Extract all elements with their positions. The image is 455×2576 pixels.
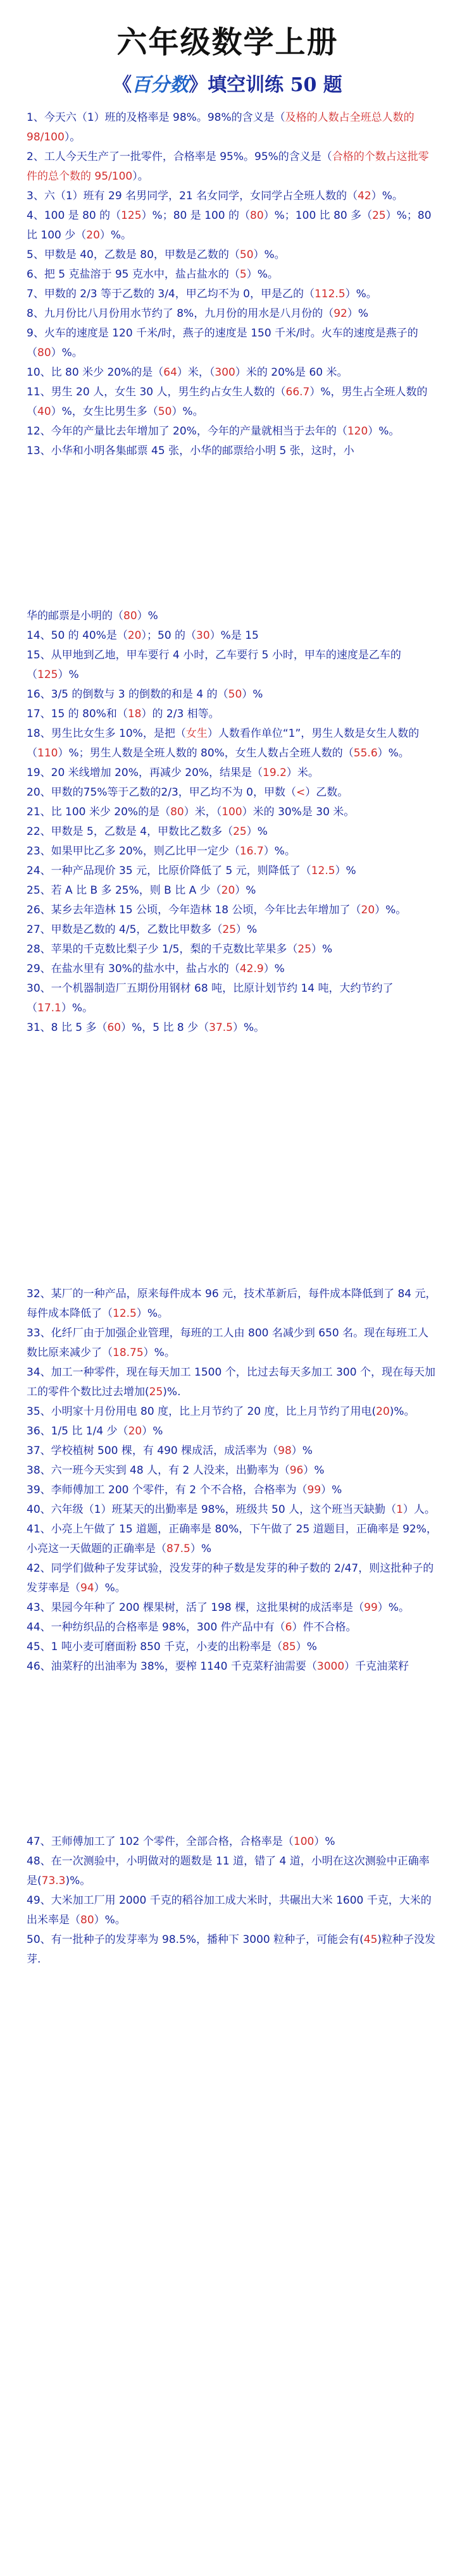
answer-text: 55.6 bbox=[353, 747, 378, 760]
subtitle-topic: 百分数 bbox=[132, 74, 189, 96]
answer-text: 80 bbox=[123, 610, 137, 622]
question-text: ）% bbox=[142, 1425, 163, 1438]
question-text: ）米，（ bbox=[184, 806, 222, 818]
question-item bbox=[27, 324, 437, 363]
question-text: 20、甲数的75%等于乙数的2/3，甲乙均不为 0，甲数（ bbox=[27, 786, 296, 799]
answer-text: 96 bbox=[289, 1464, 304, 1477]
question-text: 2、工人今天生产了一批零件，合格率是 95%。95%的含义是（ bbox=[27, 151, 332, 163]
answer-text: 25 bbox=[222, 923, 237, 936]
answer-text: 19.2 bbox=[263, 767, 287, 779]
question-text: ）%。 bbox=[94, 1914, 126, 1926]
answer-text: 99 bbox=[364, 1601, 378, 1614]
question-text: 50、有一批种子的发芽率为 98.5%，播种下 3000 粒种子，可能会有( bbox=[27, 1933, 364, 1946]
question-text: 25、若 A 比 B 多 25%，则 B 比 A 少（ bbox=[27, 884, 221, 897]
question-item bbox=[27, 147, 437, 187]
answer-text: 20 bbox=[376, 1405, 390, 1418]
question-text: 17、15 的 80%和（ bbox=[27, 708, 128, 720]
question-text: 27、甲数是乙数的 4/5，乙数比甲数多（ bbox=[27, 923, 223, 936]
question-item bbox=[27, 646, 437, 685]
question-text: ）%。 bbox=[263, 845, 296, 858]
question-item bbox=[27, 1402, 437, 1422]
answer-text: 125 bbox=[121, 209, 142, 222]
question-text: 39、李师傅加工 200 个零件，有 2 个不合格，合格率为（ bbox=[27, 1484, 308, 1496]
answer-text: 94 bbox=[80, 1582, 94, 1594]
question-item bbox=[27, 1324, 437, 1363]
question-text: ）%。 bbox=[143, 1347, 175, 1359]
answer-text: 20 bbox=[86, 229, 100, 242]
question-text: ）%；100 比 80 多（ bbox=[263, 209, 373, 222]
question-text: ）%。 bbox=[51, 347, 83, 359]
question-text: 31、8 比 5 多（ bbox=[27, 1021, 108, 1034]
question-text: ）% bbox=[314, 1835, 335, 1848]
question-item bbox=[27, 1481, 437, 1500]
answer-text: 80 bbox=[80, 1914, 94, 1926]
question-text: 22、甲数是 5，乙数是 4，甲数比乙数多（ bbox=[27, 825, 234, 838]
question-item bbox=[27, 304, 437, 324]
question-item bbox=[27, 1441, 437, 1461]
question-text: 24、一种产品现价 35 元，比原价降低了 5 元，则降低了（ bbox=[27, 865, 311, 877]
question-text: 4、100 是 80 的（ bbox=[27, 209, 122, 222]
answer-text: 6 bbox=[285, 1621, 292, 1634]
answer-text: 85 bbox=[282, 1641, 296, 1653]
question-text: 35、小明家十月份用电 80 度，比上月节约了 20 度，比上月节约了用电( bbox=[27, 1405, 377, 1418]
question-item bbox=[27, 881, 437, 901]
question-text: ）。 bbox=[132, 170, 149, 183]
question-text: )粒种子没发芽. bbox=[27, 1933, 436, 1966]
answer-text: 20 bbox=[128, 1425, 142, 1438]
question-text: ）%。 bbox=[232, 1021, 265, 1034]
question-text: ）%。 bbox=[375, 904, 407, 916]
answer-text: 125 bbox=[37, 669, 58, 681]
question-item bbox=[27, 108, 437, 147]
question-text: 34、加工一种零件，现在每天加工 1500 个，比过去每天多加工 300 个，现在每天加工的零件个数比过去增加( bbox=[27, 1366, 435, 1398]
question-text: 38、六一班今天实到 48 人，有 2 人没来，出勤率为（ bbox=[27, 1464, 290, 1477]
answer-text: 80 bbox=[250, 209, 264, 222]
answer-text: 100 bbox=[293, 1835, 315, 1848]
question-item bbox=[27, 1559, 437, 1598]
question-text: ）% bbox=[296, 1641, 317, 1653]
question-text: 3、六（1）班有 29 名男同学，21 名女同学，女同学占全班人数的（ bbox=[27, 190, 358, 202]
question-text: 华的邮票是小明的（ bbox=[27, 610, 123, 622]
question-text: ）米，（ bbox=[177, 366, 215, 379]
question-text: ）人。 bbox=[402, 1503, 435, 1516]
answer-text: 37.5 bbox=[209, 1021, 233, 1034]
question-text: ）%；80 比 100 少（ bbox=[27, 209, 432, 242]
answer-text: 20 bbox=[127, 629, 142, 642]
question-item bbox=[27, 1363, 437, 1402]
question-text: ）%。 bbox=[94, 1582, 126, 1594]
question-text: ）% bbox=[291, 1445, 313, 1457]
question-text: 30、一个机器制造厂五期份用钢材 68 吨，比原计划节约 14 吨，大约节约了（ bbox=[27, 982, 394, 1014]
answer-text: 42 bbox=[358, 190, 371, 202]
answer-text: 120 bbox=[347, 425, 368, 438]
question-item bbox=[27, 1852, 437, 1891]
answer-text: 合格的个数占这批零件的总个数的 95/100 bbox=[27, 151, 429, 183]
question-item bbox=[27, 959, 437, 979]
answer-text: 60 bbox=[107, 1021, 122, 1034]
answer-text: 80 bbox=[170, 806, 184, 818]
question-text: ）%，女生比男生多（ bbox=[51, 405, 158, 418]
subtitle-rest: 》填空训练 50 题 bbox=[189, 74, 342, 96]
question-text: ）件不合格。 bbox=[292, 1621, 357, 1634]
question-text: 5、甲数是 40，乙数是 80，甲数是乙数的（ bbox=[27, 249, 240, 261]
question-item bbox=[27, 920, 437, 940]
question-text: ）% bbox=[246, 825, 268, 838]
question-item bbox=[27, 245, 437, 265]
question-item bbox=[27, 724, 437, 763]
question-text: 6、把 5 克盐溶于 95 克水中，盐占盐水的（ bbox=[27, 268, 240, 281]
question-text: ）% bbox=[263, 963, 285, 975]
question-text: ）千克油菜籽 bbox=[344, 1660, 409, 1673]
question-text: 47、王师傅加工了 102 个零件，全部合格，合格率是（ bbox=[27, 1835, 294, 1848]
question-block-3 bbox=[27, 1285, 437, 1677]
question-item bbox=[27, 685, 437, 705]
question-text: ）% bbox=[335, 865, 356, 877]
question-item bbox=[27, 206, 437, 245]
question-text: ）% bbox=[242, 688, 263, 701]
answer-text: 50 bbox=[239, 249, 254, 261]
question-text: 43、果园今年种了 200 棵果树，活了 198 棵，这批果树的成活率是（ bbox=[27, 1601, 365, 1614]
question-item bbox=[27, 265, 437, 285]
question-text: 10、比 80 米少 20%的是（ bbox=[27, 366, 164, 379]
question-item bbox=[27, 940, 437, 959]
question-text: ）%。 bbox=[377, 1601, 409, 1614]
question-item bbox=[27, 187, 437, 206]
question-item bbox=[27, 783, 437, 803]
question-text: 1、今天六（1）班的及格率是 98%。98%的含义是（ bbox=[27, 111, 285, 124]
question-text: 37、学校植树 500 棵，有 490 棵成活，成活率为（ bbox=[27, 1445, 278, 1457]
question-item bbox=[27, 1461, 437, 1481]
question-text: ）%。 bbox=[246, 268, 278, 281]
question-text: ）% bbox=[58, 669, 79, 681]
answer-text: 110 bbox=[37, 747, 58, 760]
question-item bbox=[27, 1637, 437, 1657]
answer-text: 25 bbox=[233, 825, 247, 838]
question-item bbox=[27, 842, 437, 861]
question-text: 15、从甲地到乙地，甲车要行 4 小时，乙车要行 5 小时，甲车的速度是乙车的（ bbox=[27, 649, 401, 681]
blank-gap bbox=[0, 461, 455, 607]
answer-text: 87.5 bbox=[166, 1543, 190, 1555]
question-text: 26、某乡去年造林 15 公顷，今年造林 18 公顷，今年比去年增加了（ bbox=[27, 904, 361, 916]
answer-text: < bbox=[296, 786, 306, 799]
question-item bbox=[27, 861, 437, 881]
question-item bbox=[27, 1832, 437, 1852]
page-title: 六年级数学上册 bbox=[116, 25, 339, 60]
question-text: ）% bbox=[347, 307, 368, 320]
question-text: 40、六年级（1）班某天的出勤率是 98%，班级共 50 人，这个班当天缺勤（ bbox=[27, 1503, 397, 1516]
question-text: 36、1/5 比 1/4 少（ bbox=[27, 1425, 128, 1438]
question-text: 41、小亮上午做了 15 道题，正确率是 80%，下午做了 25 道题目，正确率是 92%，小亮这一天做题的正确率是（ bbox=[27, 1523, 437, 1555]
answer-text: 42.9 bbox=[239, 963, 264, 975]
question-text: 49、大米加工厂用 2000 千克的稻谷加工成大米时，共碾出大米 1600 千克，大米的出米率是（ bbox=[27, 1894, 432, 1926]
question-text: 18、男生比女生多 10%，是把（ bbox=[27, 727, 186, 740]
question-text: )%。 bbox=[389, 1405, 415, 1418]
blank-gap bbox=[0, 1038, 455, 1285]
question-item bbox=[27, 1285, 437, 1324]
question-text: ）%。 bbox=[345, 288, 377, 300]
question-text: 19、20 米线增加 20%，再减少 20%，结果是（ bbox=[27, 767, 263, 779]
question-text: 14、50 的 40%是（ bbox=[27, 629, 128, 642]
answer-text: 女生 bbox=[185, 727, 208, 740]
question-block-2 bbox=[27, 607, 437, 1038]
question-text: 33、化纤厂由于加强企业管理，每班的工人由 800 名减少到 650 名。现在每班工人数比原来减少了（ bbox=[27, 1327, 429, 1359]
answer-text: 100 bbox=[221, 806, 242, 818]
answer-text: 25 bbox=[297, 943, 312, 956]
question-text: 8、九月份比八月份用水节约了 8%，九月份的用水是八月份的（ bbox=[27, 307, 334, 320]
question-text: ）%。 bbox=[61, 1002, 94, 1014]
question-text: ）% bbox=[311, 943, 333, 956]
question-text: ）米的 30%是 30 米。 bbox=[242, 806, 355, 818]
question-text: ）% bbox=[137, 610, 158, 622]
question-item bbox=[27, 803, 437, 822]
question-item bbox=[27, 822, 437, 842]
question-text: 13、小华和小明各集邮票 45 张，小华的邮票给小明 5 张，这时，小 bbox=[27, 445, 354, 457]
question-item bbox=[27, 1657, 437, 1677]
answer-text: 20 bbox=[361, 904, 375, 916]
question-text: ）%。 bbox=[377, 747, 409, 760]
question-text: ）%是 15 bbox=[209, 629, 259, 642]
question-text: ）%；80 是 100 的（ bbox=[141, 209, 251, 222]
answer-text: 16.7 bbox=[239, 845, 264, 858]
question-text: 32、某厂的一种产品，原来每件成本 96 元，技术革新后，每件成本降低到了 84 元，每件成本降低了（ bbox=[27, 1288, 437, 1320]
question-text: 42、同学们做种子发芽试验，没发芽的种子数是发芽的种子数的 2/47，则这批种子的发芽率是（ bbox=[27, 1562, 434, 1594]
question-item bbox=[27, 383, 437, 422]
question-text: ）%，男生占全班人数的（ bbox=[27, 386, 428, 418]
answer-text: 92 bbox=[333, 307, 347, 320]
question-text: ）%。 bbox=[368, 425, 400, 438]
answer-text: 25 bbox=[372, 209, 386, 222]
question-text: ）%。 bbox=[253, 249, 285, 261]
question-item bbox=[27, 422, 437, 441]
question-item bbox=[27, 1598, 437, 1618]
answer-text: 99 bbox=[307, 1484, 321, 1496]
question-text: ）%，5 比 8 少（ bbox=[121, 1021, 209, 1034]
question-item bbox=[27, 1618, 437, 1637]
question-item bbox=[27, 1520, 437, 1559]
question-text: ）乙数。 bbox=[305, 786, 349, 799]
question-text: ）%。 bbox=[171, 405, 204, 418]
answer-text: 112.5 bbox=[314, 288, 346, 300]
answer-text: 73.3 bbox=[41, 1875, 66, 1887]
blank-gap bbox=[0, 1677, 455, 1832]
question-text: 28、苹果的千克数比梨子少 1/5，梨的千克数比苹果多（ bbox=[27, 943, 298, 956]
question-text: 21、比 100 米少 20%的是（ bbox=[27, 806, 171, 818]
question-item bbox=[27, 626, 437, 646]
question-block-1 bbox=[27, 108, 437, 461]
question-text: ）。 bbox=[64, 131, 81, 144]
question-item bbox=[27, 1500, 437, 1520]
question-text: ）% bbox=[236, 923, 258, 936]
answer-text: 40 bbox=[37, 405, 51, 418]
question-text: ）米。 bbox=[286, 767, 319, 779]
question-text: 48、在一次测验中，小明做对的题数是 11 道，错了 4 道，小明在这次测验中正确率是( bbox=[27, 1855, 430, 1887]
page-subtitle bbox=[0, 69, 455, 97]
answer-text: 45 bbox=[363, 1933, 378, 1946]
answer-text: 300 bbox=[215, 366, 235, 379]
question-item bbox=[27, 705, 437, 724]
question-text: ）%；男生人数是全班人数的 80%，女生人数占全班人数的（ bbox=[58, 747, 354, 760]
question-item bbox=[27, 763, 437, 783]
question-item bbox=[27, 1930, 437, 1969]
question-text: 9、火车的速度是 120 千米/时，燕子的速度是 150 千米/时。火车的速度是燕子的（ bbox=[27, 327, 418, 359]
question-text: ）% bbox=[303, 1464, 325, 1477]
answer-text: 50 bbox=[158, 405, 172, 418]
answer-text: 12.5 bbox=[113, 1307, 137, 1320]
answer-text: 18 bbox=[127, 708, 142, 720]
answer-text: 18.75 bbox=[113, 1347, 144, 1359]
answer-text: 98 bbox=[278, 1445, 292, 1457]
question-item bbox=[27, 441, 437, 461]
question-item bbox=[27, 1422, 437, 1441]
question-text: )%. bbox=[163, 1386, 181, 1398]
answer-text: 5 bbox=[239, 268, 247, 281]
answer-text: 30 bbox=[196, 629, 210, 642]
answer-text: 17.1 bbox=[37, 1002, 61, 1014]
subtitle-open: 《 bbox=[113, 74, 132, 96]
question-text: 44、一种纺织品的合格率是 98%，300 件产品中有（ bbox=[27, 1621, 285, 1634]
question-text: ）%。 bbox=[136, 1307, 169, 1320]
question-text: ）的 2/3 相等。 bbox=[141, 708, 220, 720]
answer-text: 80 bbox=[37, 347, 51, 359]
question-text: 16、3/5 的倒数与 3 的倒数的和是 4 的（ bbox=[27, 688, 228, 701]
question-text: ）%。 bbox=[99, 229, 132, 242]
answer-text: 25 bbox=[149, 1386, 163, 1398]
question-text: 7、甲数的 2/3 等于乙数的 3/4，甲乙均不为 0，甲是乙的（ bbox=[27, 288, 315, 300]
answer-text: 50 bbox=[228, 688, 242, 701]
question-text: 46、油菜籽的出油率为 38%，要榨 1140 千克菜籽油需要（ bbox=[27, 1660, 317, 1673]
question-text: ）% bbox=[235, 884, 256, 897]
answer-text: 1 bbox=[396, 1503, 403, 1516]
question-item bbox=[27, 1018, 437, 1038]
answer-text: 66.7 bbox=[285, 386, 310, 398]
answer-text: 12.5 bbox=[311, 865, 335, 877]
question-text: 12、今年的产量比去年增加了 20%，今年的产量就相当于去年的（ bbox=[27, 425, 347, 438]
question-text: 11、男生 20 人，女生 30 人，男生约占女生人数的（ bbox=[27, 386, 286, 398]
question-text: 23、如果甲比乙多 20%，则乙比甲一定少（ bbox=[27, 845, 240, 858]
answer-text: 20 bbox=[221, 884, 235, 897]
question-text: ）% bbox=[190, 1543, 212, 1555]
question-item bbox=[27, 607, 437, 626]
question-item bbox=[27, 979, 437, 1018]
answer-text: 64 bbox=[163, 366, 177, 379]
question-text: ）；50 的（ bbox=[141, 629, 197, 642]
answer-text: 3000 bbox=[316, 1660, 345, 1673]
question-block-4 bbox=[27, 1832, 437, 1969]
question-text: 29、在盐水里有 30%的盐水中，盐占水的（ bbox=[27, 963, 240, 975]
question-text: ）%。 bbox=[371, 190, 403, 202]
question-text: ）% bbox=[321, 1484, 342, 1496]
question-item bbox=[27, 285, 437, 304]
question-text: ）人数看作单位“1”，男生人数是女生人数的（ bbox=[27, 727, 420, 760]
question-item bbox=[27, 1891, 437, 1930]
question-item bbox=[27, 363, 437, 383]
answer-text: 及格的人数占全班总人数的 98/100 bbox=[27, 111, 414, 144]
question-text: )%。 bbox=[65, 1875, 91, 1887]
question-item bbox=[27, 901, 437, 920]
question-text: 45、1 吨小麦可磨面粉 850 千克，小麦的出粉率是（ bbox=[27, 1641, 283, 1653]
question-text: ）米的 20%是 60 米。 bbox=[235, 366, 348, 379]
